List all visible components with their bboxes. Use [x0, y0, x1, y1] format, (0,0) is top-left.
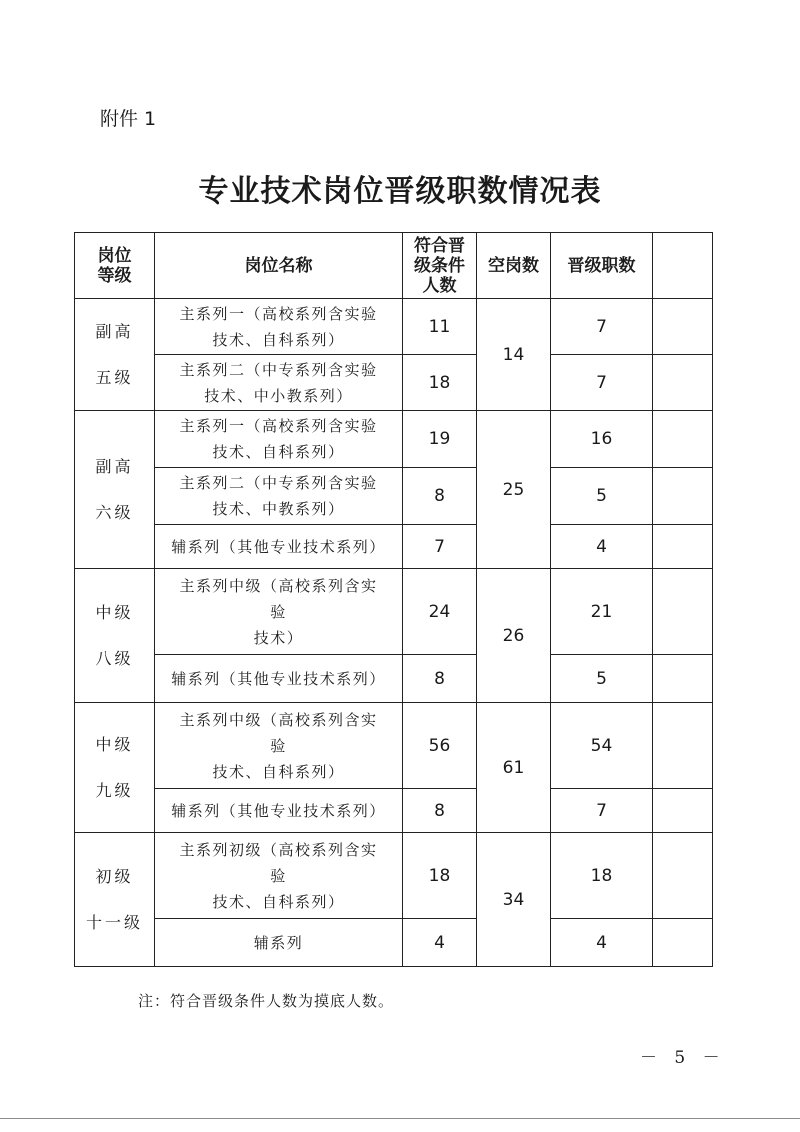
vacancies-cell: 25: [477, 411, 551, 569]
position-name-cell: 主系列二（中专系列含实验 技术、中小教系列）: [155, 355, 403, 411]
promotion-cell: 18: [551, 833, 653, 919]
promotion-cell: 16: [551, 411, 653, 468]
table-row: [75, 569, 713, 655]
promotion-cell: 7: [551, 355, 653, 411]
attachment-label: 附件 1: [100, 108, 157, 130]
position-name-cell: 辅系列（其他专业技术系列）: [155, 789, 403, 833]
extra-cell: [653, 789, 713, 833]
vacancies-cell: 34: [477, 833, 551, 967]
qualified-cell: 7: [403, 525, 477, 569]
header-qualified: 符合晋 级条件 人数: [403, 233, 477, 299]
promotion-quota-table: [74, 232, 713, 967]
extra-cell: [653, 703, 713, 789]
qualified-cell: 24: [403, 569, 477, 655]
header-position-name: 岗位名称: [155, 233, 403, 299]
level-cell: 初级 十一级: [75, 833, 155, 967]
promotion-cell: 21: [551, 569, 653, 655]
table-row: [75, 919, 713, 967]
position-name-cell: 辅系列（其他专业技术系列）: [155, 655, 403, 703]
table-row: [75, 703, 713, 789]
promotion-cell: 4: [551, 919, 653, 967]
promotion-cell: 5: [551, 655, 653, 703]
header-row: [75, 233, 713, 299]
position-name-cell: 主系列中级（高校系列含实 验 技术、自科系列）: [155, 703, 403, 789]
table-row: [75, 299, 713, 355]
extra-cell: [653, 355, 713, 411]
vacancies-cell: 26: [477, 569, 551, 703]
qualified-cell: 8: [403, 789, 477, 833]
extra-cell: [653, 299, 713, 355]
extra-cell: [653, 525, 713, 569]
promotion-cell: 7: [551, 789, 653, 833]
table-row: [75, 411, 713, 468]
table-row: [75, 525, 713, 569]
vacancies-cell: 61: [477, 703, 551, 833]
qualified-cell: 18: [403, 833, 477, 919]
qualified-cell: 4: [403, 919, 477, 967]
page-number: － 5 －: [640, 1048, 726, 1068]
qualified-cell: 56: [403, 703, 477, 789]
position-name-cell: 主系列一（高校系列含实验 技术、自科系列）: [155, 411, 403, 468]
qualified-cell: 19: [403, 411, 477, 468]
qualified-cell: 8: [403, 655, 477, 703]
level-cell: 中级 九级: [75, 703, 155, 833]
table-row: [75, 655, 713, 703]
header-promotion: 晋级职数: [551, 233, 653, 299]
level-cell: 副高 五级: [75, 299, 155, 411]
position-name-cell: 主系列初级（高校系列含实 验 技术、自科系列）: [155, 833, 403, 919]
extra-cell: [653, 833, 713, 919]
extra-cell: [653, 411, 713, 468]
vacancies-cell: 14: [477, 299, 551, 411]
qualified-cell: 11: [403, 299, 477, 355]
footnote: 注：符合晋级条件人数为摸底人数。: [138, 992, 395, 1010]
position-name-cell: 辅系列（其他专业技术系列）: [155, 525, 403, 569]
extra-cell: [653, 569, 713, 655]
extra-cell: [653, 655, 713, 703]
position-name-cell: 主系列二（中专系列含实验 技术、中教系列）: [155, 468, 403, 525]
position-name-cell: 辅系列: [155, 919, 403, 967]
table-row: [75, 355, 713, 411]
promotion-cell: 4: [551, 525, 653, 569]
table-row: [75, 789, 713, 833]
header-vacancies: 空岗数: [477, 233, 551, 299]
extra-cell: [653, 919, 713, 967]
table-row: [75, 468, 713, 525]
promotion-cell: 7: [551, 299, 653, 355]
position-name-cell: 主系列中级（高校系列含实 验 技术）: [155, 569, 403, 655]
header-level: 岗位 等级: [75, 233, 155, 299]
position-name-cell: 主系列一（高校系列含实验 技术、自科系列）: [155, 299, 403, 355]
qualified-cell: 8: [403, 468, 477, 525]
table-row: [75, 833, 713, 919]
page-edge-divider: [0, 1118, 800, 1119]
level-cell: 副高 六级: [75, 411, 155, 569]
promotion-cell: 5: [551, 468, 653, 525]
level-cell: 中级 八级: [75, 569, 155, 703]
extra-cell: [653, 468, 713, 525]
header-extra: [653, 233, 713, 299]
promotion-cell: 54: [551, 703, 653, 789]
table-title: 专业技术岗位晋级职数情况表: [198, 174, 602, 209]
qualified-cell: 18: [403, 355, 477, 411]
